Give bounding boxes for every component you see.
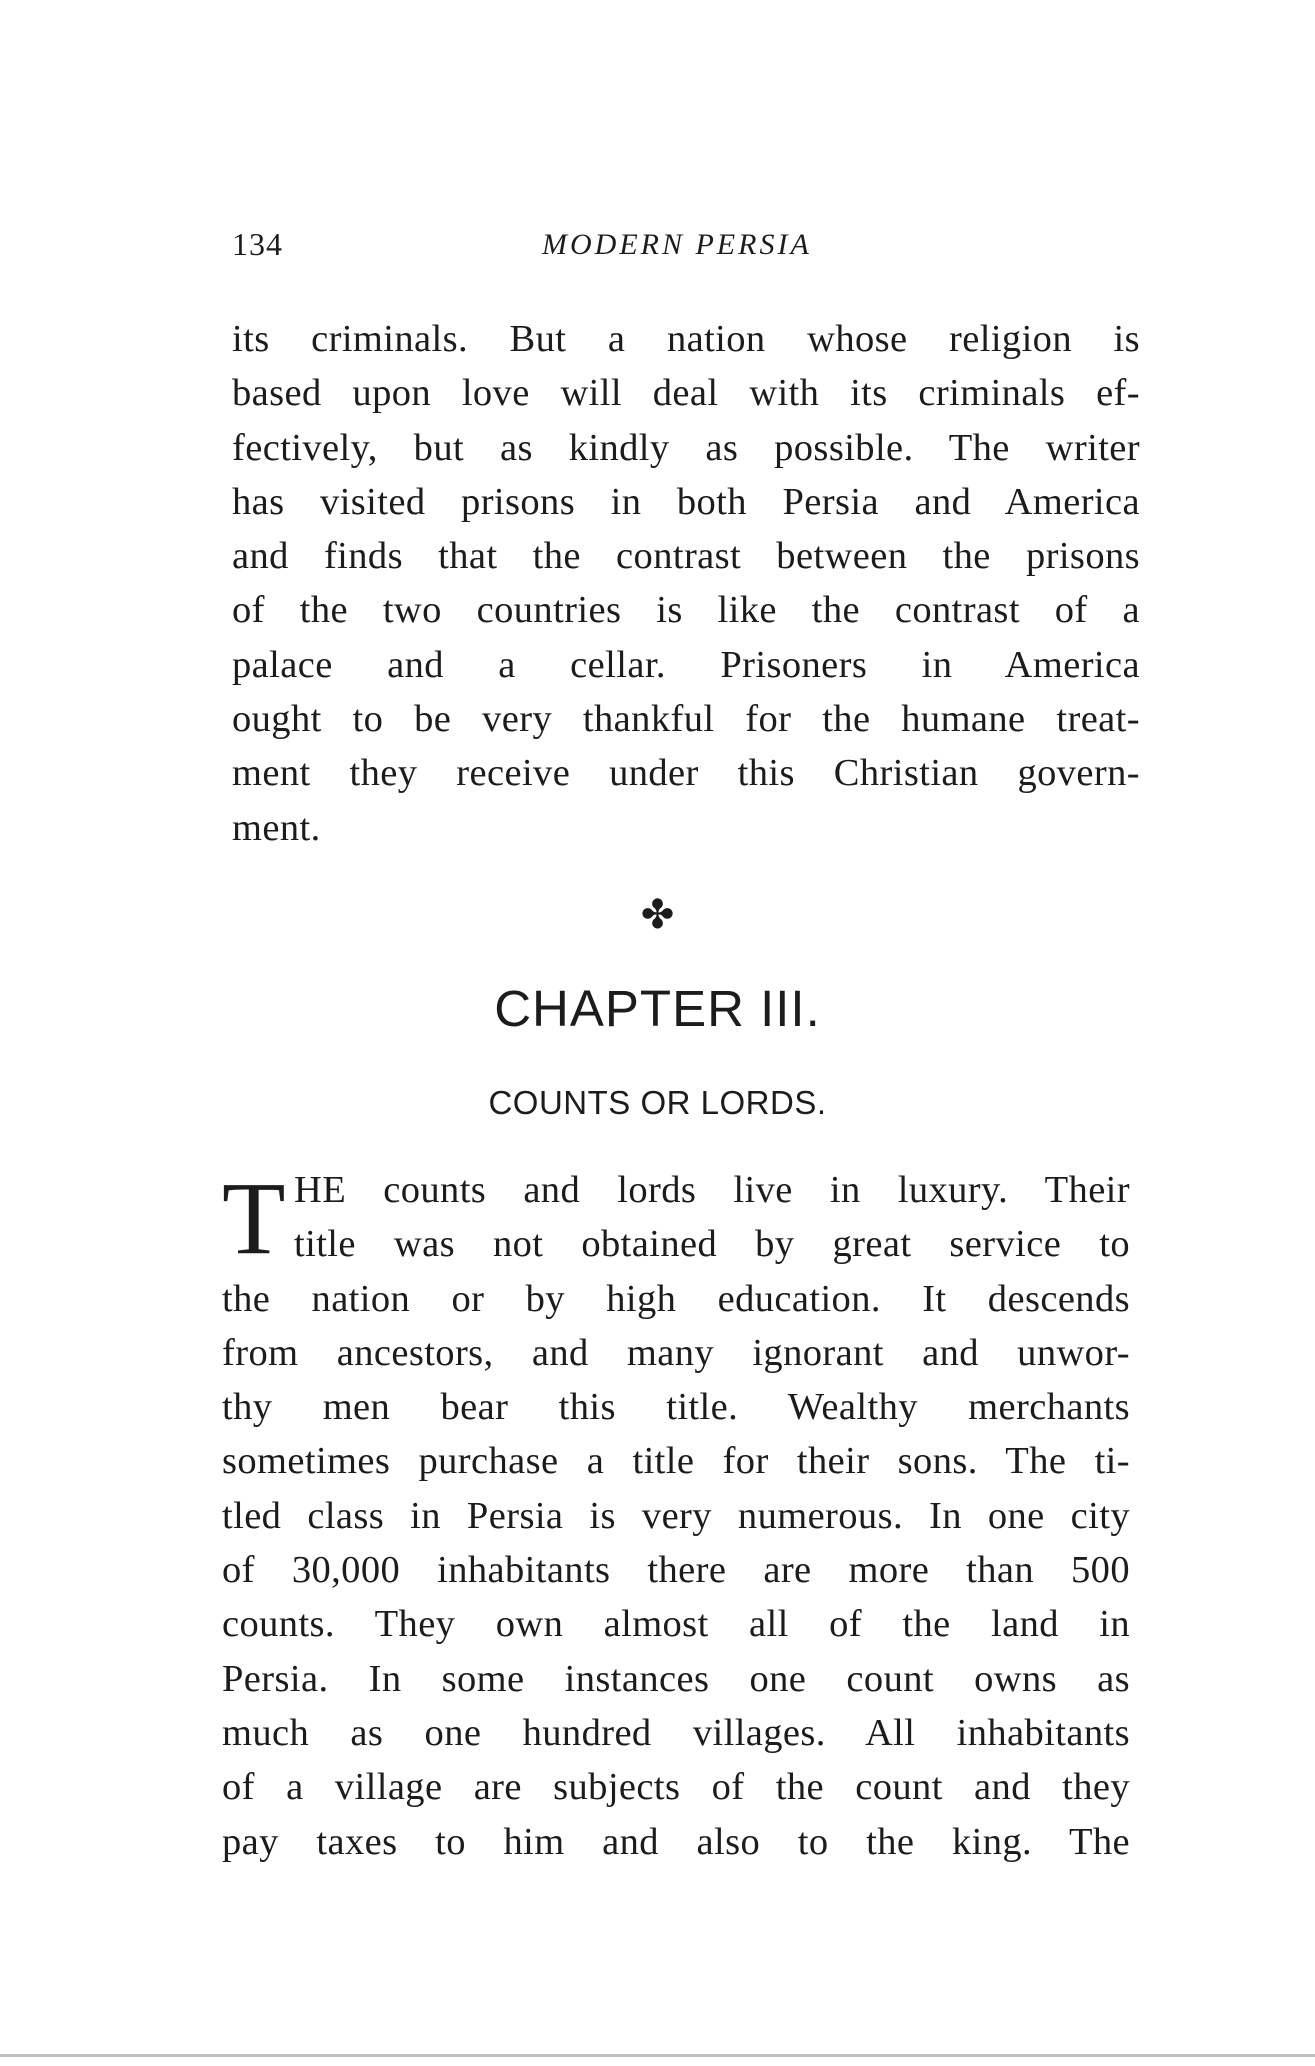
- text-line: its criminals. But a nation whose religion is: [232, 318, 1140, 360]
- chapter-paragraph: [222, 1163, 1130, 1869]
- text-line: title was not obtained by great service to: [294, 1223, 1130, 1266]
- chapter-subtitle: COUNTS OR LORDS.: [488, 1084, 827, 1121]
- text-line: fectively, but as kindly as possible. The writer: [232, 426, 1140, 469]
- text-line: from ancestors, and many ignorant and unwor-: [222, 1331, 1130, 1374]
- text-line: thy men bear this title. Wealthy merchants: [222, 1386, 1130, 1429]
- text-line: Persia. In some instances one count owns as: [222, 1657, 1130, 1700]
- text-line: ment.: [232, 806, 321, 849]
- text-line: counts. They own almost all of the land in: [222, 1603, 1130, 1646]
- text-line: the nation or by high education. It descends: [222, 1277, 1130, 1320]
- text-line: HE counts and lords live in luxury. Their: [294, 1169, 1130, 1211]
- text-line: of a village are subjects of the count and they: [222, 1766, 1130, 1809]
- fleuron-ornament-icon: ✤: [640, 892, 675, 938]
- chapter-heading: CHAPTER III.: [494, 980, 821, 1037]
- page-number: 134: [232, 226, 283, 262]
- text-line: tled class in Persia is very numerous. In one city: [222, 1494, 1130, 1537]
- running-title: MODERN PERSIA: [542, 228, 812, 261]
- text-line: ought to be very thankful for the humane treat-: [232, 698, 1140, 741]
- text-line: pay taxes to him and also to the king. The: [222, 1820, 1130, 1863]
- text-line: of 30,000 inhabitants there are more than 500: [222, 1549, 1130, 1592]
- text-line: palace and a cellar. Prisoners in America: [232, 643, 1140, 686]
- continued-paragraph: [232, 312, 1140, 855]
- text-line: ment they receive under this Christian govern-: [232, 752, 1140, 795]
- running-head: [232, 226, 1152, 266]
- text-line: based upon love will deal with its criminals ef-: [232, 372, 1140, 415]
- text-line: much as one hundred villages. All inhabitants: [222, 1711, 1130, 1754]
- drop-cap: T: [222, 1161, 286, 1276]
- text-line: has visited prisons in both Persia and America: [232, 480, 1140, 523]
- text-line: of the two countries is like the contrast of a: [232, 589, 1140, 632]
- text-line: and finds that the contrast between the prisons: [232, 535, 1140, 578]
- text-line: sometimes purchase a title for their sons. The ti-: [222, 1440, 1130, 1483]
- page-bottom-rule: [0, 2054, 1315, 2057]
